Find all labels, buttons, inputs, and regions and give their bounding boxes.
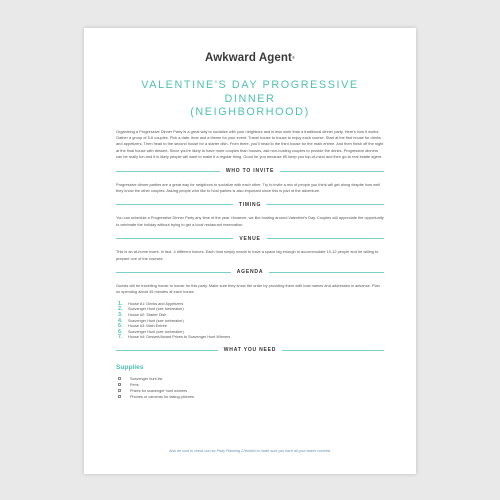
item-number: 1.	[118, 300, 123, 307]
item-number: 3.	[118, 311, 123, 318]
divider-line	[282, 350, 384, 351]
item-number: 4.	[118, 317, 123, 324]
list-item	[116, 334, 384, 340]
item-text: House #3: Main Entrée	[128, 324, 167, 329]
item-text: House #4: Dessert/Award Prizes to Scavenger Hunt Winners	[128, 335, 231, 340]
divider-line	[280, 171, 384, 172]
item-number: 7.	[118, 334, 123, 341]
venue-paragraph: This is an at-home event. In fact, 4 different homes. Each host simply needs to have a space big enough to accommodate 10-12 people and be willing to prepare one of the courses.	[116, 249, 379, 261]
divider-line	[116, 272, 231, 273]
divider-line	[267, 204, 384, 205]
section-heading: TIMING	[238, 201, 262, 208]
section-heading: AGENDA	[236, 269, 264, 276]
footer-note: Also be sure to check out our Party Planning Checklist to make sure you have all your bases covered.	[169, 449, 331, 453]
section-heading: WHO TO INVITE	[225, 168, 275, 175]
page-title	[116, 79, 384, 120]
title-line-2: (NEIGHBORHOOD)	[190, 106, 310, 118]
supplies-checklist	[116, 376, 384, 400]
item-text: Prizes for scavenger hunt winners	[130, 388, 188, 393]
section-header-what-you-need	[116, 346, 384, 355]
item-text: Scavenger Hunt (see icebreaker)	[128, 318, 184, 323]
section-header-timing	[116, 200, 384, 209]
agenda-paragraph: Guests will be travelling house to house for this party. Make sure they know the order by providing them with host names and addresses in advance. Plan on spending about 45 minutes at each house.	[116, 282, 380, 295]
section-header-venue	[116, 234, 384, 243]
divider-line	[116, 238, 233, 239]
checklist-item	[116, 394, 384, 400]
divider-line	[116, 204, 233, 205]
item-text: Scavenger Hunt (see icebreaker)	[128, 307, 184, 312]
item-number: 6.	[118, 328, 123, 335]
title-line-1: VALENTINE'S DAY PROGRESSIVE DINNER	[141, 79, 359, 105]
logo-trademark: ®	[291, 55, 295, 60]
section-heading: VENUE	[239, 235, 261, 242]
item-text: House #1: Drinks and Appetizers	[128, 301, 184, 306]
intro-paragraph: Organizing a Progressive Dinner Party is a great way to socialize with your neighbors and is less work than a traditional dinner party. Here's how it works: Gather a group of 5-6 couples. Pick a date, time and a theme for your event. Travel house to house to enjoy each course. Start at the first house for drinks and appetizers. Then head to the second house for a starter dish. From there, you'll head to the third house for the main entrée. And then finish off the night at the final house with dessert. Since you're likely to have more couples than houses, ask non-hosting couples to provide the drinks. Progressive dinners can be really fun and it is likely people will want to make it a regular thing. Good for you because it'll keep you top-of-mind and then go-to real estate agent.	[116, 128, 384, 160]
item-text: Pens	[130, 382, 139, 387]
divider-line	[267, 238, 384, 239]
item-text: Scavenger hunt list	[130, 376, 163, 381]
divider-line	[116, 171, 220, 172]
item-number: 2.	[118, 306, 123, 313]
document-page	[84, 28, 416, 474]
item-text: Scavenger Hunt (see icebreaker)	[128, 329, 184, 334]
section-header-agenda	[116, 268, 384, 277]
agenda-list	[116, 301, 384, 340]
brand-logo	[116, 50, 384, 66]
checkbox-icon[interactable]	[118, 383, 121, 386]
timing-paragraph: You can schedule a Progressive Dinner Party any time of the year. However, we like hosting around Valentine's Day. Couples will appreciate the opportunity to celebrate the holiday without trying to get a local restaurant reservation.	[116, 215, 384, 227]
checkbox-icon[interactable]	[118, 395, 121, 398]
section-header-who-to-invite	[116, 167, 384, 176]
item-text: Phones or cameras for taking pictures	[130, 394, 194, 399]
supplies-heading: Supplies	[116, 363, 144, 371]
item-number: 5.	[118, 323, 123, 330]
logo-text: Awkward Agent	[205, 52, 292, 64]
section-heading: WHAT YOU NEED	[223, 347, 277, 354]
checkbox-icon[interactable]	[118, 377, 121, 380]
divider-line	[116, 350, 218, 351]
who-to-invite-paragraph: Progressive dinner parties are a great way for neighbors to socialize with each other. Try to invite a mix of people you think will get along despite how well they know the other couples. Asking people who like to host parties is also important since this is part of the adventure.	[116, 181, 380, 193]
item-text: House #2: Starter Dish	[128, 312, 167, 317]
checkbox-icon[interactable]	[118, 389, 121, 392]
divider-line	[269, 272, 384, 273]
